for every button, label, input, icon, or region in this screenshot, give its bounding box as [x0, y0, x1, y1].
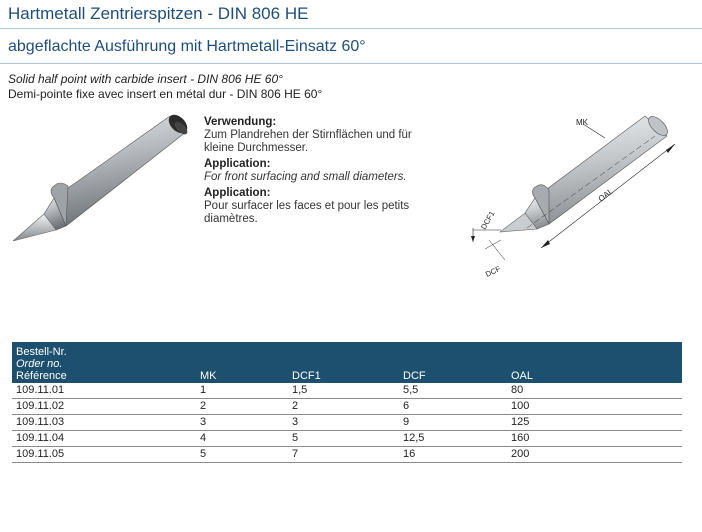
- dimensions-table: [12, 342, 682, 463]
- mk-cell: 5: [196, 447, 288, 463]
- usage-heading: Verwendung:: [204, 116, 277, 128]
- oal-cell: 125: [507, 415, 682, 431]
- subtitle-english: Solid half point with carbide insert - DIN 806 HE 60°: [8, 72, 283, 86]
- usage-heading: Application:: [204, 158, 271, 170]
- dcf-cell: 16: [399, 447, 507, 463]
- technical-drawing: [455, 112, 695, 287]
- mk-cell: 1: [196, 383, 288, 399]
- order-header-en: Order no.: [16, 358, 63, 370]
- oal-cell: 80: [507, 383, 682, 399]
- usage-section: [204, 116, 439, 229]
- usage-block-fr: [204, 187, 439, 226]
- order-number-cell: 109.11.04: [12, 431, 196, 447]
- dcf1-cell: 7: [288, 447, 399, 463]
- dcf-cell: 6: [399, 399, 507, 415]
- usage-text: For front surfacing and small diameters.: [204, 171, 407, 183]
- oal-label: OAL: [596, 186, 615, 204]
- order-number-cell: 109.11.01: [12, 383, 196, 399]
- dcf1-header: DCF1: [292, 370, 321, 382]
- dcf1-cell: 1,5: [288, 383, 399, 399]
- dcf-cell: 5,5: [399, 383, 507, 399]
- mk-cell: 4: [196, 431, 288, 447]
- oal-cell: 100: [507, 399, 682, 415]
- table-row: [12, 415, 682, 431]
- order-header-de: Bestell-Nr.: [16, 346, 67, 358]
- mk-cell: 3: [196, 415, 288, 431]
- page-subtitle: abgeflachte Ausführung mit Hartmetall-Einsatz 60°: [8, 38, 366, 55]
- page-title: Hartmetall Zentrierspitzen - DIN 806 HE: [8, 4, 309, 23]
- dcf1-cell: 5: [288, 431, 399, 447]
- usage-heading: Application:: [204, 187, 271, 199]
- table-row: [12, 447, 682, 463]
- dcf-cell: 12,5: [399, 431, 507, 447]
- order-number-header: [12, 342, 196, 383]
- dcf1-cell: 3: [288, 415, 399, 431]
- mk-cell: 2: [196, 399, 288, 415]
- dcf1-label: DCF1: [478, 209, 497, 231]
- usage-text: Zum Plandrehen der Stirnflächen und für kleine Durchmesser.: [204, 129, 412, 154]
- table-row: [12, 399, 682, 415]
- usage-block-en: [204, 158, 439, 184]
- table-header-row: [12, 342, 682, 383]
- dcf-label: DCF: [484, 264, 502, 279]
- usage-block-de: [204, 116, 439, 155]
- mk-header: MK: [200, 370, 217, 382]
- product-photo: [0, 108, 200, 253]
- dcf1-cell: 2: [288, 399, 399, 415]
- usage-text: Pour surfacer les faces et pour les petits diamètres.: [204, 200, 410, 225]
- order-header-fr: Référence: [16, 370, 67, 382]
- table-row: [12, 431, 682, 447]
- order-number-cell: 109.11.05: [12, 447, 196, 463]
- subtitle-french: Demi-pointe fixe avec insert en métal dur - DIN 806 HE 60°: [8, 87, 323, 101]
- mk-label: MK: [576, 118, 588, 127]
- oal-header: OAL: [511, 370, 534, 382]
- oal-cell: 200: [507, 447, 682, 463]
- oal-cell: 160: [507, 431, 682, 447]
- order-number-cell: 109.11.03: [12, 415, 196, 431]
- subtitle-divider: [0, 63, 702, 64]
- order-number-cell: 109.11.02: [12, 399, 196, 415]
- dcf-cell: 9: [399, 415, 507, 431]
- dcf-header: DCF: [403, 370, 426, 382]
- title-divider: [0, 28, 702, 29]
- table-row: [12, 383, 682, 399]
